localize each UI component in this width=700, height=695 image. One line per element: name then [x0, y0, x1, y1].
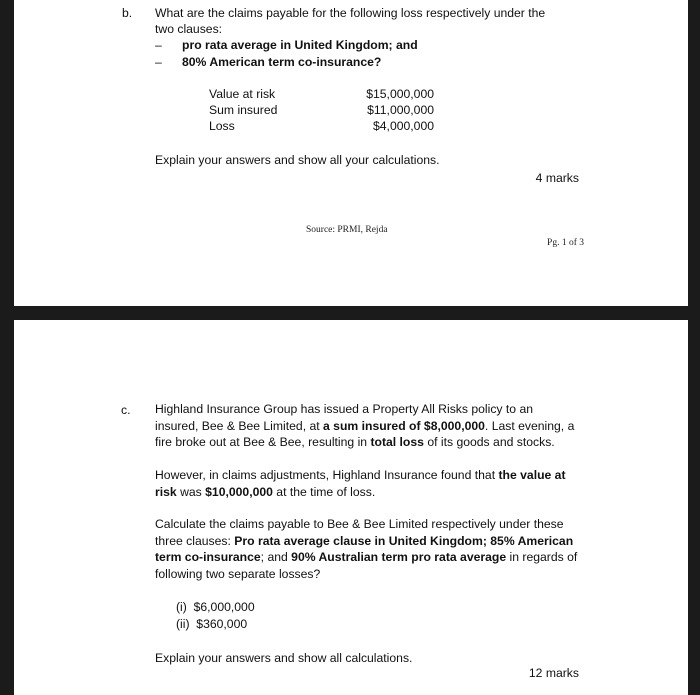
source-citation: Source: PRMI, Rejda [306, 225, 388, 235]
value-at-risk-amount: $15,000,000 [366, 87, 434, 101]
clause-dash-1: – [155, 38, 162, 52]
sum-insured-label: Sum insured [209, 103, 278, 117]
explain-instruction-b: Explain your answers and show all your calculations. [155, 153, 440, 167]
page-1 [14, 0, 688, 306]
page-number: Pg. 1 of 3 [547, 238, 584, 248]
clause-dash-2: – [155, 55, 162, 69]
loss-amount: $4,000,000 [373, 119, 434, 133]
sum-insured-amount: $11,000,000 [367, 103, 434, 117]
paragraph-policy: Highland Insurance Group has issued a Property All Risks policy to an insured, Bee & Bee Limited, at a sum insured of $8,000,000. Last evening, a fire broke out at Bee & Bee, resulting in total loss of its goods and stocks. [155, 402, 575, 449]
paragraph-calculate: Calculate the claims payable to Bee & Bee Limited respectively under these three clauses: Pro rata average clause in United Kingdom; 85% American term co-insurance; and 90% Australian term pro rata average in regards of following two separate losses? [155, 517, 578, 581]
clause-2: 80% American term co-insurance? [182, 55, 382, 69]
page-2 [14, 320, 688, 695]
explain-instruction-c: Explain your answers and show all calculations. [155, 651, 413, 665]
marks-b: 4 marks [535, 171, 579, 185]
loss-label: Loss [209, 119, 235, 133]
question-b-line-1: What are the claims payable for the following loss respectively under the [155, 6, 546, 20]
value-at-risk-label: Value at risk [209, 87, 276, 101]
question-label-b: b. [122, 6, 133, 20]
paragraph-value-at-risk: However, in claims adjustments, Highland Insurance found that the value at risk was $10,000,000 at the time of loss. [155, 468, 566, 499]
question-b-line-2: two clauses: [155, 22, 223, 36]
question-label-c: c. [121, 403, 131, 417]
marks-c: 12 marks [528, 666, 579, 680]
loss-item-ii: (ii) $360,000 [176, 617, 248, 631]
clause-1: pro rata average in United Kingdom; and [182, 38, 418, 52]
loss-item-i: (i) $6,000,000 [176, 600, 255, 614]
